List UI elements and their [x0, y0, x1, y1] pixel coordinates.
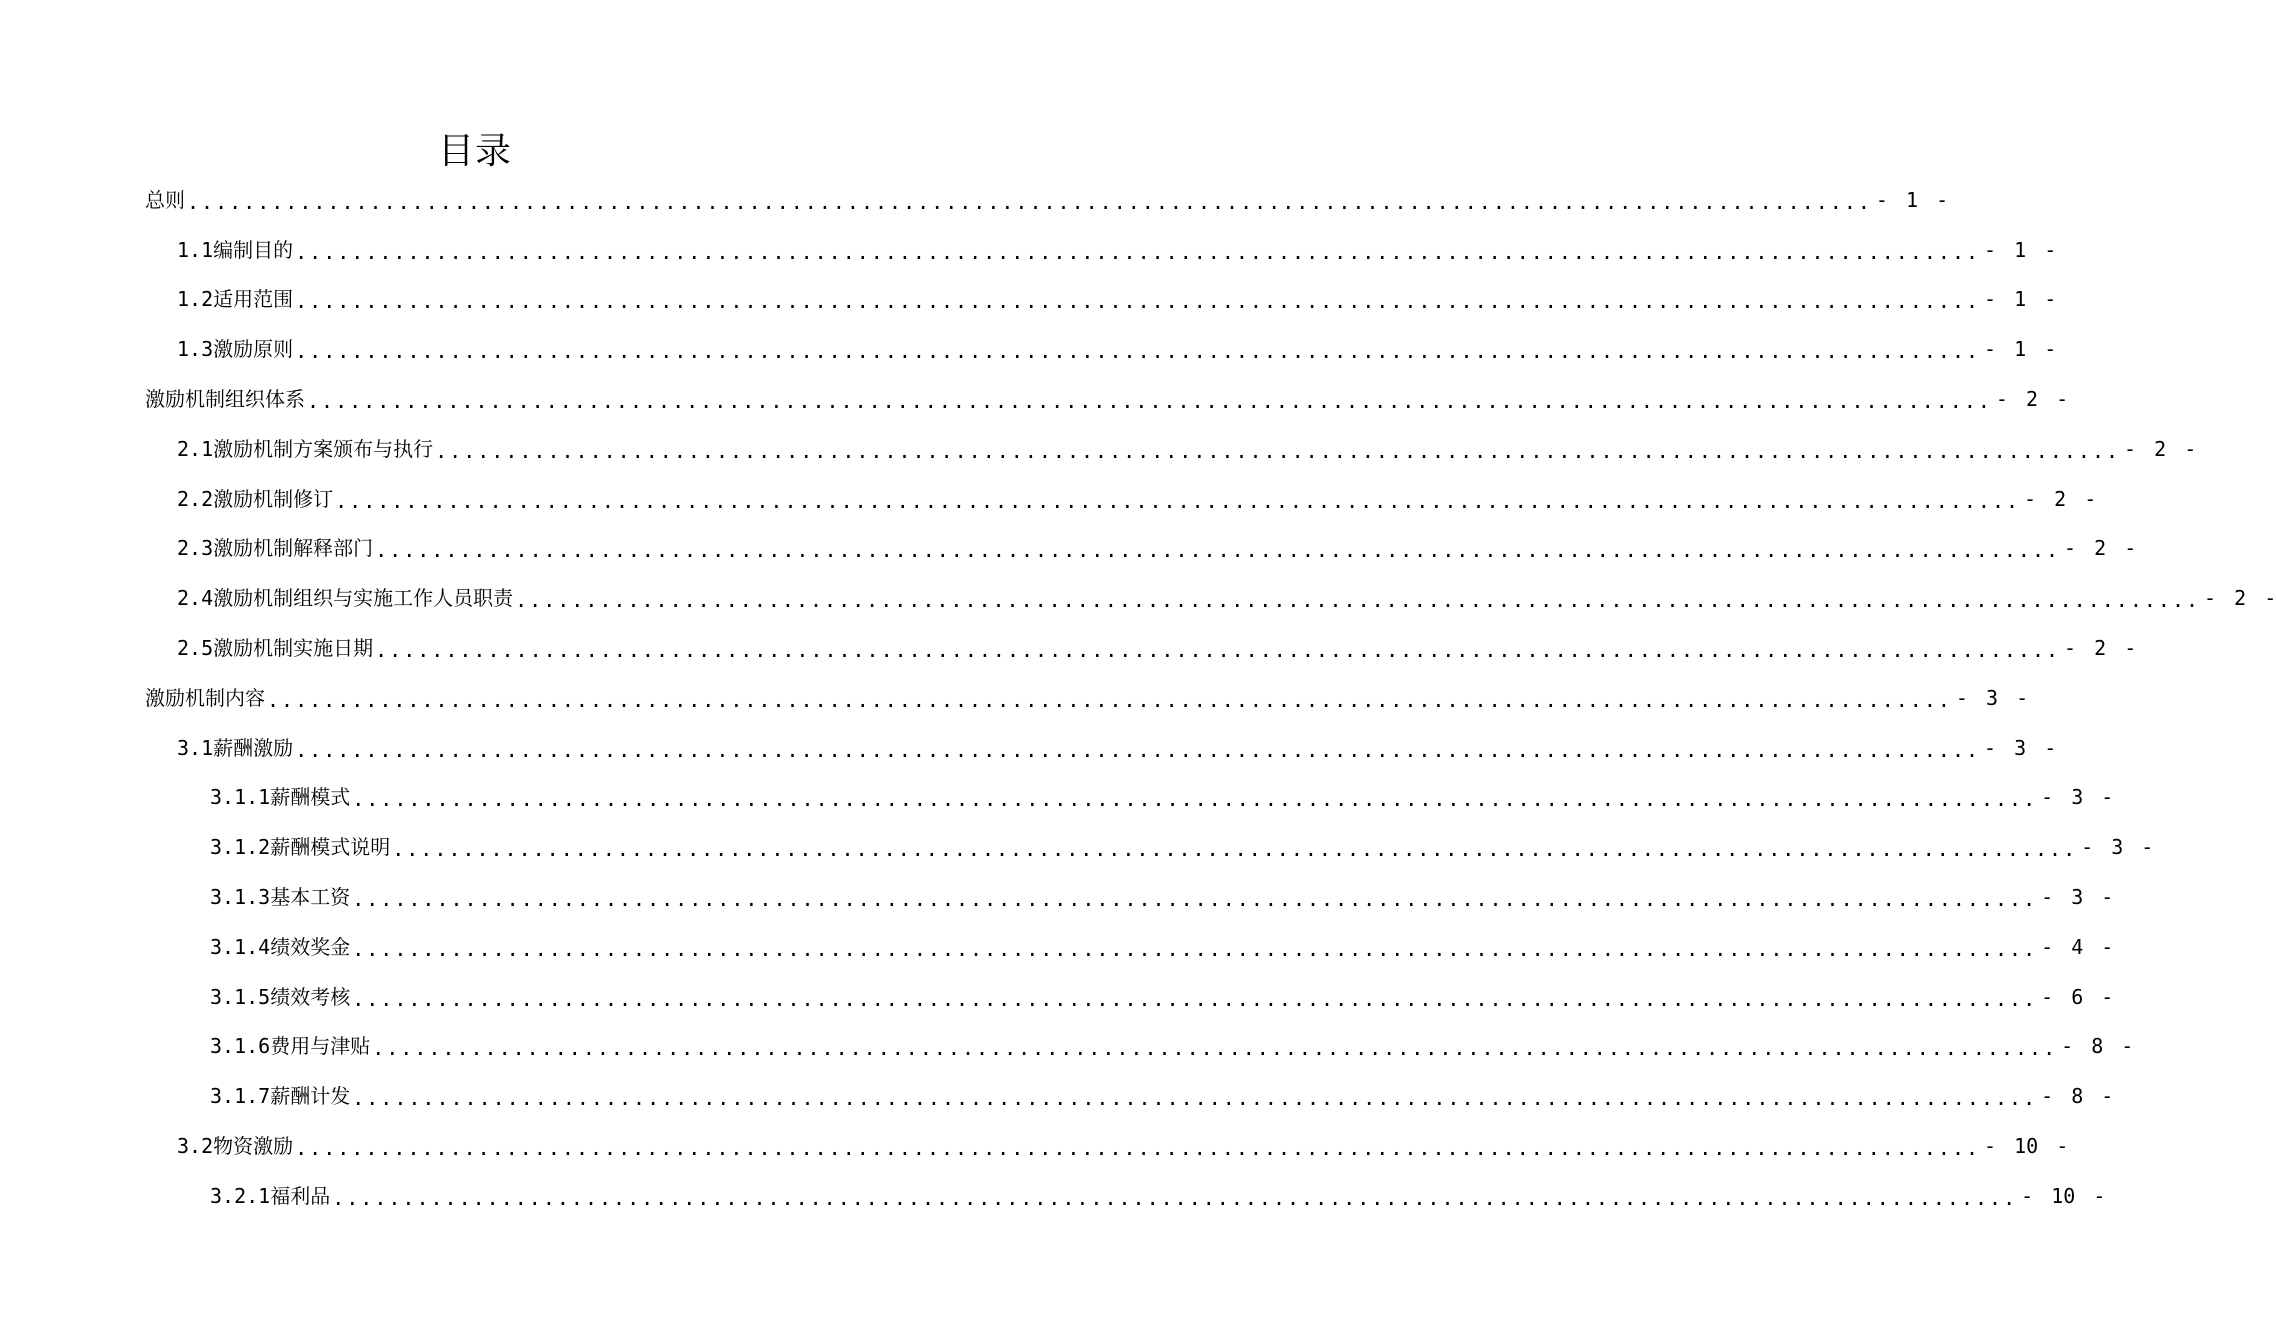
toc-dot-leader: ........................................................................................................................ [515, 588, 2201, 613]
toc-page-number: - 3 - [1984, 735, 2057, 760]
toc-entry-label: 2.4激励机制组织与实施工作人员职责 [177, 586, 514, 611]
toc-entry[interactable] [0, 573, 2276, 623]
toc-page-number: - 3 - [2041, 785, 2114, 810]
toc-entry-label: 3.1.4绩效奖金 [210, 934, 351, 959]
toc-entry-label: 2.5激励机制实施日期 [177, 636, 374, 661]
toc-entry[interactable] [0, 673, 2029, 723]
toc-entry-label: 1.1编制目的 [177, 237, 294, 262]
toc-page-number: - 8 - [2041, 1084, 2114, 1109]
toc-dot-leader: ........................................................................................................................ [295, 289, 1981, 314]
toc-page-number: - 8 - [2061, 1034, 2134, 1059]
toc-dot-leader: ........................................................................................................................ [352, 887, 2038, 912]
toc-page-number: - 10 - [2021, 1183, 2106, 1208]
toc-entry-label: 1.2适用范围 [177, 287, 294, 312]
toc-dot-leader: ........................................................................................................................ [352, 936, 2038, 961]
toc-page-number: - 2 - [1995, 387, 2069, 412]
toc-entry-label: 3.1.3基本工资 [210, 885, 351, 910]
toc-dot-leader: ........................................................................................................................ [187, 189, 1872, 214]
toc-dot-leader: ........................................................................................................................ [295, 239, 1981, 264]
toc-dot-leader: ........................................................................................................................ [352, 986, 2038, 1011]
toc-entry[interactable] [0, 872, 2114, 922]
toc-entry-label: 2.2激励机制修订 [177, 486, 334, 511]
toc-page-number: - 2 - [2204, 586, 2276, 611]
toc-page-number: - 2 - [2064, 636, 2137, 661]
toc-title: 目录 [437, 131, 512, 172]
toc-entry-label: 3.1.7薪酬计发 [210, 1084, 351, 1109]
toc-dot-leader: ........................................................................................................................ [295, 737, 1981, 762]
toc-entry[interactable] [0, 524, 2137, 574]
toc-entry[interactable] [0, 723, 2057, 773]
toc-page-number: - 6 - [2041, 984, 2114, 1009]
toc-entry[interactable] [0, 324, 2057, 374]
toc-entry[interactable] [0, 1071, 2114, 1121]
toc-dot-leader: ........................................................................................................................ [392, 837, 2078, 862]
toc-entry-label: 激励机制组织体系 [145, 387, 305, 412]
toc-page-number: - 1 - [1875, 187, 1949, 212]
toc-dot-leader: ........................................................................................................................ [372, 1036, 2058, 1061]
toc-dot-leader: ........................................................................................................................ [295, 1136, 1981, 1161]
toc-page-number: - 3 - [2081, 835, 2154, 860]
toc-entry-label: 3.1薪酬激励 [177, 735, 294, 760]
toc-entry-label: 激励机制内容 [145, 685, 265, 710]
toc-entry-label: 3.1.1薪酬模式 [210, 785, 351, 810]
toc-page-number: - 2 - [2124, 436, 2197, 461]
toc-entry-label: 3.1.6费用与津贴 [210, 1034, 371, 1059]
toc-entry-label: 3.2物资激励 [177, 1134, 294, 1159]
toc-page-number: - 3 - [1955, 685, 2029, 710]
toc-entry[interactable] [0, 773, 2114, 823]
toc-dot-leader: ........................................................................................................................ [352, 1086, 2038, 1111]
toc-list [0, 175, 2276, 1221]
toc-page-number: - 3 - [2041, 885, 2114, 910]
toc-entry[interactable] [0, 424, 2197, 474]
toc-dot-leader: ........................................................................................................................ [435, 438, 2121, 463]
toc-entry[interactable] [0, 1022, 2134, 1072]
toc-entry[interactable] [0, 822, 2154, 872]
toc-entry[interactable] [0, 1121, 2069, 1171]
toc-entry[interactable] [0, 374, 2069, 424]
toc-page-number: - 4 - [2041, 934, 2114, 959]
toc-entry-label: 3.1.5绩效考核 [210, 984, 351, 1009]
toc-entry-label: 1.3激励原则 [177, 337, 294, 362]
toc-entry-label: 2.1激励机制方案颁布与执行 [177, 436, 434, 461]
toc-entry-label: 2.3激励机制解释部门 [177, 536, 374, 561]
toc-page-number: - 2 - [2064, 536, 2137, 561]
toc-dot-leader: ........................................................................................................................ [332, 1185, 2018, 1210]
toc-entry[interactable] [0, 474, 2097, 524]
toc-entry[interactable] [0, 225, 2057, 275]
toc-dot-leader: ........................................................................................................................ [295, 339, 1981, 364]
toc-dot-leader: ........................................................................................................................ [352, 787, 2038, 812]
toc-entry[interactable] [0, 623, 2137, 673]
toc-page-number: - 1 - [1984, 287, 2057, 312]
toc-page-number: - 2 - [2024, 486, 2097, 511]
toc-entry[interactable] [0, 275, 2057, 325]
toc-dot-leader: ........................................................................................................................ [335, 488, 2021, 513]
toc-page-number: - 1 - [1984, 237, 2057, 262]
toc-entry[interactable] [0, 1171, 2106, 1221]
toc-entry-label: 总则 [145, 187, 185, 212]
toc-entry[interactable] [0, 175, 1949, 225]
toc-entry[interactable] [0, 922, 2114, 972]
toc-dot-leader: ........................................................................................................................ [375, 638, 2061, 663]
toc-page-number: - 1 - [1984, 337, 2057, 362]
toc-dot-leader: ........................................................................................................................ [267, 687, 1952, 712]
toc-entry-label: 3.1.2薪酬模式说明 [210, 835, 391, 860]
toc-dot-leader: ........................................................................................................................ [375, 538, 2061, 563]
toc-dot-leader: ........................................................................................................................ [307, 389, 1992, 414]
toc-entry[interactable] [0, 972, 2114, 1022]
toc-page-number: - 10 - [1984, 1134, 2069, 1159]
toc-entry-label: 3.2.1福利品 [210, 1183, 331, 1208]
